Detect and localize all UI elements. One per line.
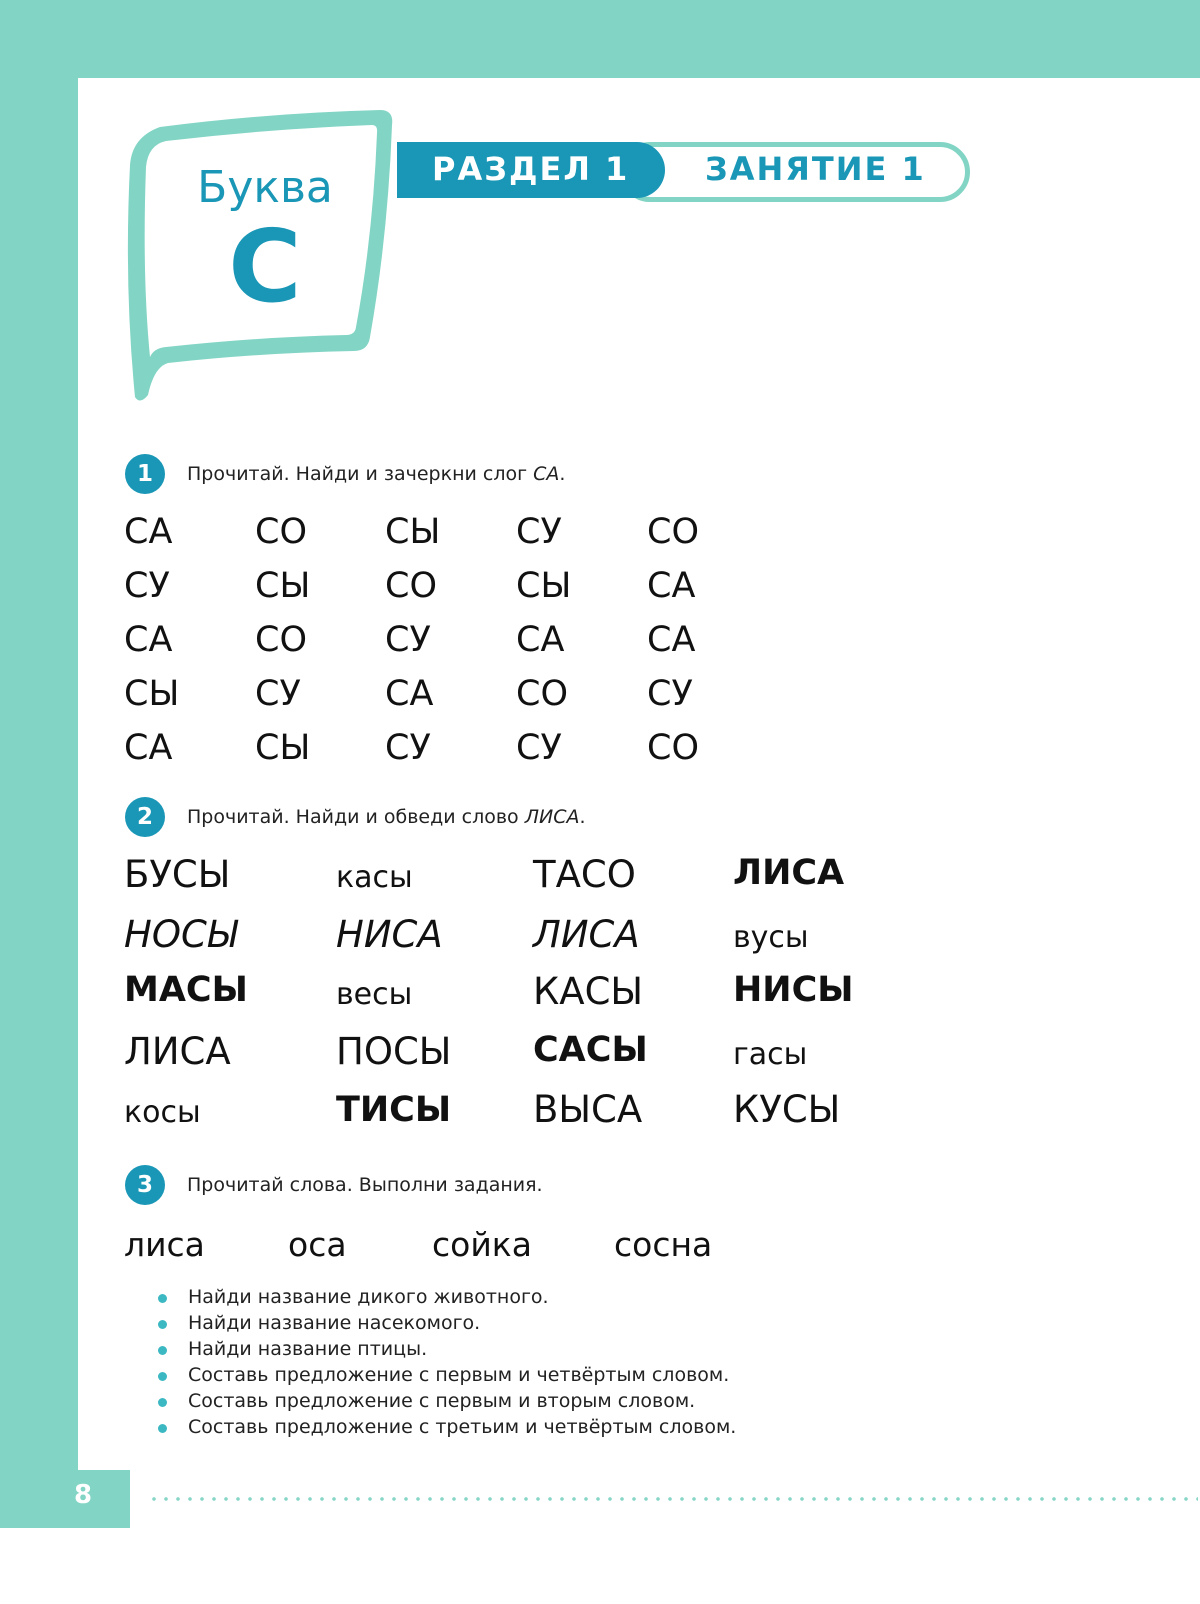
- syllable: СЫ: [516, 566, 572, 606]
- task-word: лиса: [124, 1225, 205, 1264]
- instruction-end: .: [579, 806, 586, 828]
- list-item: [156, 1364, 736, 1390]
- bullet-icon: [158, 1294, 167, 1303]
- word: НИСЫ: [733, 970, 854, 1010]
- syllable: СУ: [647, 674, 693, 714]
- bullet-icon: [158, 1372, 167, 1381]
- bullet-icon: [158, 1346, 167, 1355]
- task-number-badge: 3: [125, 1165, 165, 1205]
- task-word: сосна: [614, 1225, 713, 1264]
- badge-word: Буква: [197, 162, 333, 213]
- list-item-text: Составь предложение с третьим и четвёртым словом.: [188, 1416, 737, 1438]
- word: гасы: [733, 1037, 808, 1072]
- word: НИСА: [336, 913, 443, 956]
- word: КУСЫ: [733, 1088, 841, 1131]
- list-item: [156, 1286, 736, 1312]
- list-item: [156, 1390, 736, 1416]
- syllable: СУ: [385, 728, 431, 768]
- word: ТИСЫ: [336, 1090, 452, 1130]
- word: вусы: [733, 920, 809, 955]
- bullet-icon: [158, 1398, 167, 1407]
- lesson-label: ЗАНЯТИЕ 1: [705, 150, 926, 188]
- syllable: СЫ: [124, 674, 180, 714]
- syllable: СО: [255, 620, 307, 660]
- syllable: СО: [647, 728, 699, 768]
- syllable: СЫ: [255, 566, 311, 606]
- word: ВЫСА: [533, 1088, 643, 1131]
- instruction-end: .: [559, 463, 566, 485]
- syllable: СА: [124, 620, 173, 660]
- syllable: СО: [385, 566, 437, 606]
- instruction-target: СА: [533, 463, 560, 485]
- section-label: РАЗДЕЛ 1: [432, 150, 630, 188]
- dotted-footer-line: [148, 1497, 1198, 1501]
- page-frame-top: [0, 0, 1200, 78]
- task-word: сойка: [432, 1225, 532, 1264]
- badge-letter: С: [228, 208, 302, 325]
- task-instruction: [187, 806, 586, 828]
- syllable: СУ: [516, 512, 562, 552]
- page-frame-left: [0, 0, 78, 1528]
- word: косы: [124, 1095, 201, 1130]
- list-item-text: Найди название дикого животного.: [188, 1286, 549, 1308]
- word: БУСЫ: [124, 853, 231, 896]
- page-number: 8: [74, 1480, 93, 1510]
- list-item-text: Найди название птицы.: [188, 1338, 428, 1360]
- syllable: СУ: [124, 566, 170, 606]
- task-instruction: Прочитай слова. Выполни задания.: [187, 1174, 543, 1196]
- word: ЛИСА: [733, 853, 845, 893]
- syllable: СО: [255, 512, 307, 552]
- task-number-badge: 2: [125, 797, 165, 837]
- syllable: СУ: [385, 620, 431, 660]
- word: ПОСЫ: [336, 1030, 452, 1073]
- word: МАСЫ: [124, 970, 248, 1010]
- task-bullet-list: [156, 1286, 736, 1442]
- syllable: СА: [516, 620, 565, 660]
- syllable: СО: [647, 512, 699, 552]
- bullet-icon: [158, 1424, 167, 1433]
- instruction-target: ЛИСА: [524, 806, 580, 828]
- list-item: [156, 1338, 736, 1364]
- task-number-badge: 1: [125, 454, 165, 494]
- page-number-tab: [0, 1470, 130, 1528]
- instruction-text: Прочитай. Найди и зачеркни слог: [187, 463, 528, 485]
- word: САСЫ: [533, 1030, 648, 1070]
- word: ТАСО: [533, 853, 636, 896]
- task-word: оса: [288, 1225, 347, 1264]
- word: весы: [336, 977, 413, 1012]
- list-item-text: Составь предложение с первым и четвёртым словом.: [188, 1364, 730, 1386]
- bullet-icon: [158, 1320, 167, 1329]
- list-item-text: Составь предложение с первым и вторым словом.: [188, 1390, 696, 1412]
- list-item: [156, 1416, 736, 1442]
- syllable: СЫ: [385, 512, 441, 552]
- syllable: СА: [124, 512, 173, 552]
- word: КАСЫ: [533, 970, 644, 1013]
- syllable: СУ: [255, 674, 301, 714]
- list-item-text: Найди название насекомого.: [188, 1312, 481, 1334]
- word: касы: [336, 860, 413, 895]
- list-item: [156, 1312, 736, 1338]
- syllable: СА: [385, 674, 434, 714]
- task-instruction: [187, 463, 565, 485]
- syllable: СА: [647, 566, 696, 606]
- syllable: СУ: [516, 728, 562, 768]
- word: ЛИСА: [124, 1030, 231, 1073]
- word: НОСЫ: [124, 913, 238, 956]
- syllable: СА: [647, 620, 696, 660]
- instruction-text: Прочитай. Найди и обведи слово: [187, 806, 519, 828]
- syllable: СО: [516, 674, 568, 714]
- syllable: СЫ: [255, 728, 311, 768]
- word: ЛИСА: [533, 913, 640, 956]
- syllable: СА: [124, 728, 173, 768]
